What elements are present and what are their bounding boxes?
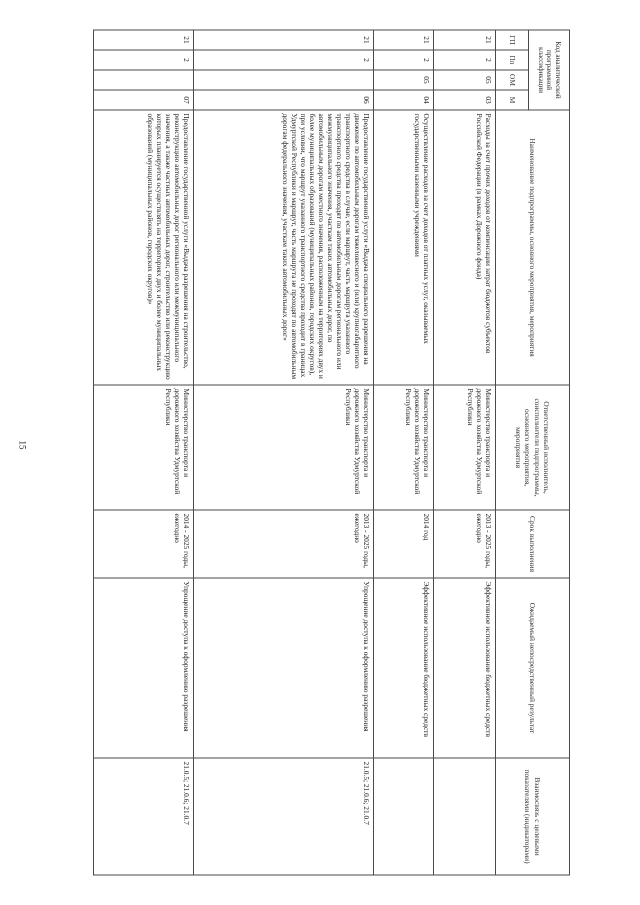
code-group-header: Код аналитической программной классификации	[529, 30, 570, 110]
cell-result: Эффективное использование бюджетных средств	[434, 578, 496, 758]
cell-link: 21.0.5; 21.0.6; 21.0.7	[194, 758, 374, 875]
cell-gp: 21	[374, 30, 434, 50]
cell-link	[434, 758, 496, 875]
cell-m: 06	[194, 90, 374, 110]
cell-executor: Министерство транспорта и дорожного хозяйства Удмуртской Республики	[434, 385, 496, 510]
cell-om: 05	[434, 70, 496, 90]
cell-m: 03	[434, 90, 496, 110]
link-header: Взаимосвязь с целевыми показателями (индикаторами)	[496, 758, 570, 875]
cell-link: 21.0.5; 21.0.6; 21.0.7	[94, 758, 194, 875]
table-row	[374, 30, 434, 875]
result-header: Ожидаемый непосредственный результат	[496, 578, 570, 758]
cell-term: 2013 - 2025 годы, ежегодно	[194, 510, 374, 578]
term-header: Срок выполнения	[496, 510, 570, 578]
cell-om	[94, 70, 194, 90]
cell-pp: 2	[94, 50, 194, 70]
cell-gp: 21	[434, 30, 496, 50]
cell-pp: 2	[374, 50, 434, 70]
cell-result: Упрощение доступа к оформлению разрешения	[194, 578, 374, 758]
code-header-pp: Пп	[496, 50, 529, 70]
cell-pp: 2	[434, 50, 496, 70]
cell-term: 2014 - 2025 годы, ежегодно	[94, 510, 194, 578]
cell-executor: Министерство транспорта и дорожного хозяйства Удмуртской Республики	[94, 385, 194, 510]
cell-link	[374, 758, 434, 875]
cell-pp: 2	[194, 50, 374, 70]
cell-executor: Министерство транспорта и дорожного хозяйства Удмуртской Республики	[194, 385, 374, 510]
measures-table	[93, 30, 570, 876]
cell-term: 2013 - 2025 годы, ежегодно	[434, 510, 496, 578]
code-header-gp: ГП	[496, 30, 529, 50]
executor-header: Ответственный исполнитель, соисполнители подпрограммы, основного мероприятия, мероприятия	[496, 385, 570, 510]
table-row	[94, 30, 194, 875]
cell-om	[194, 70, 374, 90]
page-number: 15	[17, 440, 28, 450]
cell-gp: 21	[94, 30, 194, 50]
cell-name: Предоставление государственной услуги «Выдача разрешения на строительство, реконструкцию автомобильных дорог регионального или межмуниципального значения, а также частных автомобильных дорог, строительство или реконструкцию которых планируется осуществлять на территориях двух и более муниципальных образований (муниципальных районов, городских округов)»	[94, 110, 194, 385]
cell-m: 04	[374, 90, 434, 110]
cell-name: Предоставление государственной услуги «Выдача специального разрешения на движение по автомобильным дорогам тяжеловесного и (или) крупногабаритного транспортного средства в случае, если маршрут, часть маршрута указанного транспортного средства проходят по автомобильным дорогам регионального или межмуниципального значения, участкам таких автомобильных дорог, по автомобильным дорогам местного значения, расположенным на территориях двух и более муниципальных образований (муниципальных районов, городских округов), при условии, что маршрут указанного транспортного средства проходит в границах Удмуртской Республики и маршрут, часть маршрута не проходят по автомобильным дорогам федерального значения, участкам таких автомобильных дорог»	[194, 110, 374, 385]
name-header: Наименование подпрограммы, основного мероприятия, мероприятия	[496, 110, 570, 385]
cell-executor: Министерство транспорта и дорожного хозяйства Удмуртской Республики	[374, 385, 434, 510]
cell-name: Расходы за счет прочих доходов от компенсации затрат бюджетов субъектов Российской Федерации (в рамках Дорожного фонда)	[434, 110, 496, 385]
rotated-table-container	[70, 30, 570, 875]
cell-result: Эффективное использование бюджетных средств	[374, 578, 434, 758]
table-row	[434, 30, 496, 875]
cell-gp: 21	[194, 30, 374, 50]
cell-term: 2014 год	[374, 510, 434, 578]
code-header-om: ОМ	[496, 70, 529, 90]
header-row-1	[529, 30, 570, 875]
table-row	[194, 30, 374, 875]
cell-name: Осуществление расходов за счет доходов от платных услуг, оказываемых государственными казенными учреждениями	[374, 110, 434, 385]
code-header-m: М	[496, 90, 529, 110]
cell-om: 05	[374, 70, 434, 90]
cell-result: Упрощение доступа к оформлению разрешения	[94, 578, 194, 758]
cell-m: 07	[94, 90, 194, 110]
